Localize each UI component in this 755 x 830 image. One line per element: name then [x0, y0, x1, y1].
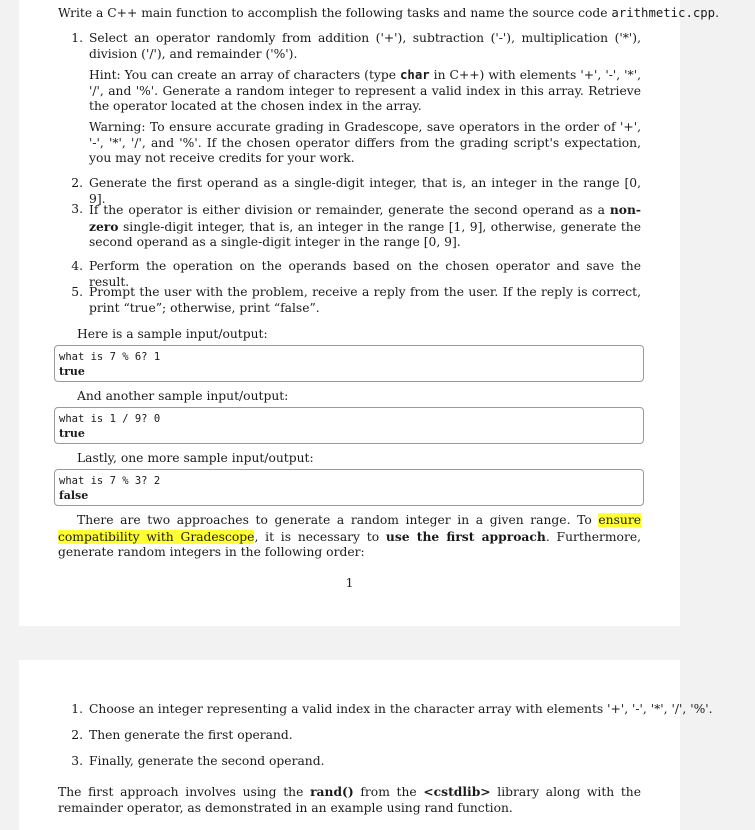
sample-input-line: what is 7 % 6? 1: [59, 351, 161, 363]
sample-input-line: what is 1 / 9? 0: [59, 413, 161, 425]
list-item-number: 5.: [71, 285, 83, 299]
sample-label: And another sample input/output:: [77, 389, 289, 403]
rand-text: The first approach involves using the: [58, 785, 311, 799]
sample-io-box: [54, 407, 644, 444]
intro-text: Write a C++ main function to accomplish the following tasks and name the source code: [58, 6, 612, 20]
order-step-1: Choose an integer representing a valid index in the character array with elements '+', '-', '*', '/', '%'.: [89, 702, 713, 716]
page-number: 1: [345, 576, 354, 590]
task-3-pre: If the operator is either division or remainder, generate the second operand as a: [89, 203, 610, 217]
intro-paragraph: [58, 6, 719, 22]
sample-output-line: false: [59, 489, 89, 502]
sample-io-box: [54, 469, 644, 506]
warning-paragraph: Warning: To ensure accurate grading in Gradescope, save operators in the order of '+', '-', '*', '/', and '%'. If the chosen operator differs from the grading script's expectation, you may not receive credits for your work.: [89, 120, 641, 165]
task-2-text: Generate the first operand as a single-digit integer, that is, an integer in the range [0, 9].: [89, 176, 641, 206]
order-step-3: Finally, generate the second operand.: [89, 754, 325, 768]
list-item-number: 1.: [71, 31, 83, 45]
sample-label: Here is a sample input/output:: [77, 327, 268, 341]
task-4-text: Perform the operation on the operands based on the chosen operator and save the result.: [89, 259, 641, 289]
approach-paragraph: [58, 513, 641, 561]
hint-text-rest: in C++) with elements '+', '-', '*', '/', and '%'. Generate a random integer to represent a valid index in this array. Retrieve the operator located at the chosen index in the array.: [89, 68, 641, 113]
rand-text-mid: from the: [353, 785, 424, 799]
highlighted-text: ensure compatibility with Gradescope: [58, 513, 641, 544]
first-approach-emphasis: use the first approach: [385, 528, 546, 544]
hint-paragraph: [89, 68, 641, 115]
sample-input-line: what is 7 % 3? 2: [59, 475, 161, 487]
approach-text-end: . Furthermore, generate random integers in the following order:: [58, 529, 642, 559]
hint-code: char: [400, 68, 430, 82]
non-zero-emphasis: non-zero: [89, 202, 641, 234]
document-page-1: [19, 0, 719, 626]
sample-output-line: true: [59, 365, 85, 378]
sample-output-line: true: [59, 427, 85, 440]
list-item-number: 4.: [71, 259, 83, 273]
task-3-text: [89, 202, 641, 251]
task-5-text: Prompt the user with the problem, receive a reply from the user. If the reply is correct, print “true”; otherwise, print “false”.: [89, 285, 641, 315]
list-item-number: 3.: [71, 754, 83, 768]
document-page-2: [19, 660, 713, 830]
sample-io-box: [54, 345, 644, 382]
source-filename: arithmetic.cpp: [611, 6, 716, 20]
rand-paragraph: [58, 784, 641, 816]
list-item-number: 3.: [71, 202, 83, 216]
intro-period: .: [715, 6, 719, 20]
list-item-number: 2.: [71, 728, 83, 742]
cstdlib-emphasis: <cstdlib>: [423, 784, 491, 799]
list-item-number: 2.: [71, 176, 83, 190]
hint-text: Hint: You can create an array of characters (type: [89, 68, 401, 82]
task-1-text: Select an operator randomly from addition ('+'), subtraction ('-'), multiplication ('*'), division ('/'), and remainder ('%').: [89, 31, 641, 61]
rand-text-end: library along with the remainder operator, as demonstrated in an example using rand function.: [58, 785, 642, 815]
order-step-2: Then generate the first operand.: [89, 728, 293, 742]
approach-text: There are two approaches to generate a random integer in a given range. To: [77, 513, 599, 527]
sample-label: Lastly, one more sample input/output:: [77, 451, 314, 465]
task-3-post: single-digit integer, that is, an integer in the range [1, 9], otherwise, generate the second operand as a single-digit integer in the range [0, 9].: [89, 219, 641, 249]
rand-function-emphasis: rand(): [310, 784, 354, 799]
list-item-number: 1.: [71, 702, 83, 716]
approach-text-mid: , it is necessary to: [254, 529, 386, 544]
